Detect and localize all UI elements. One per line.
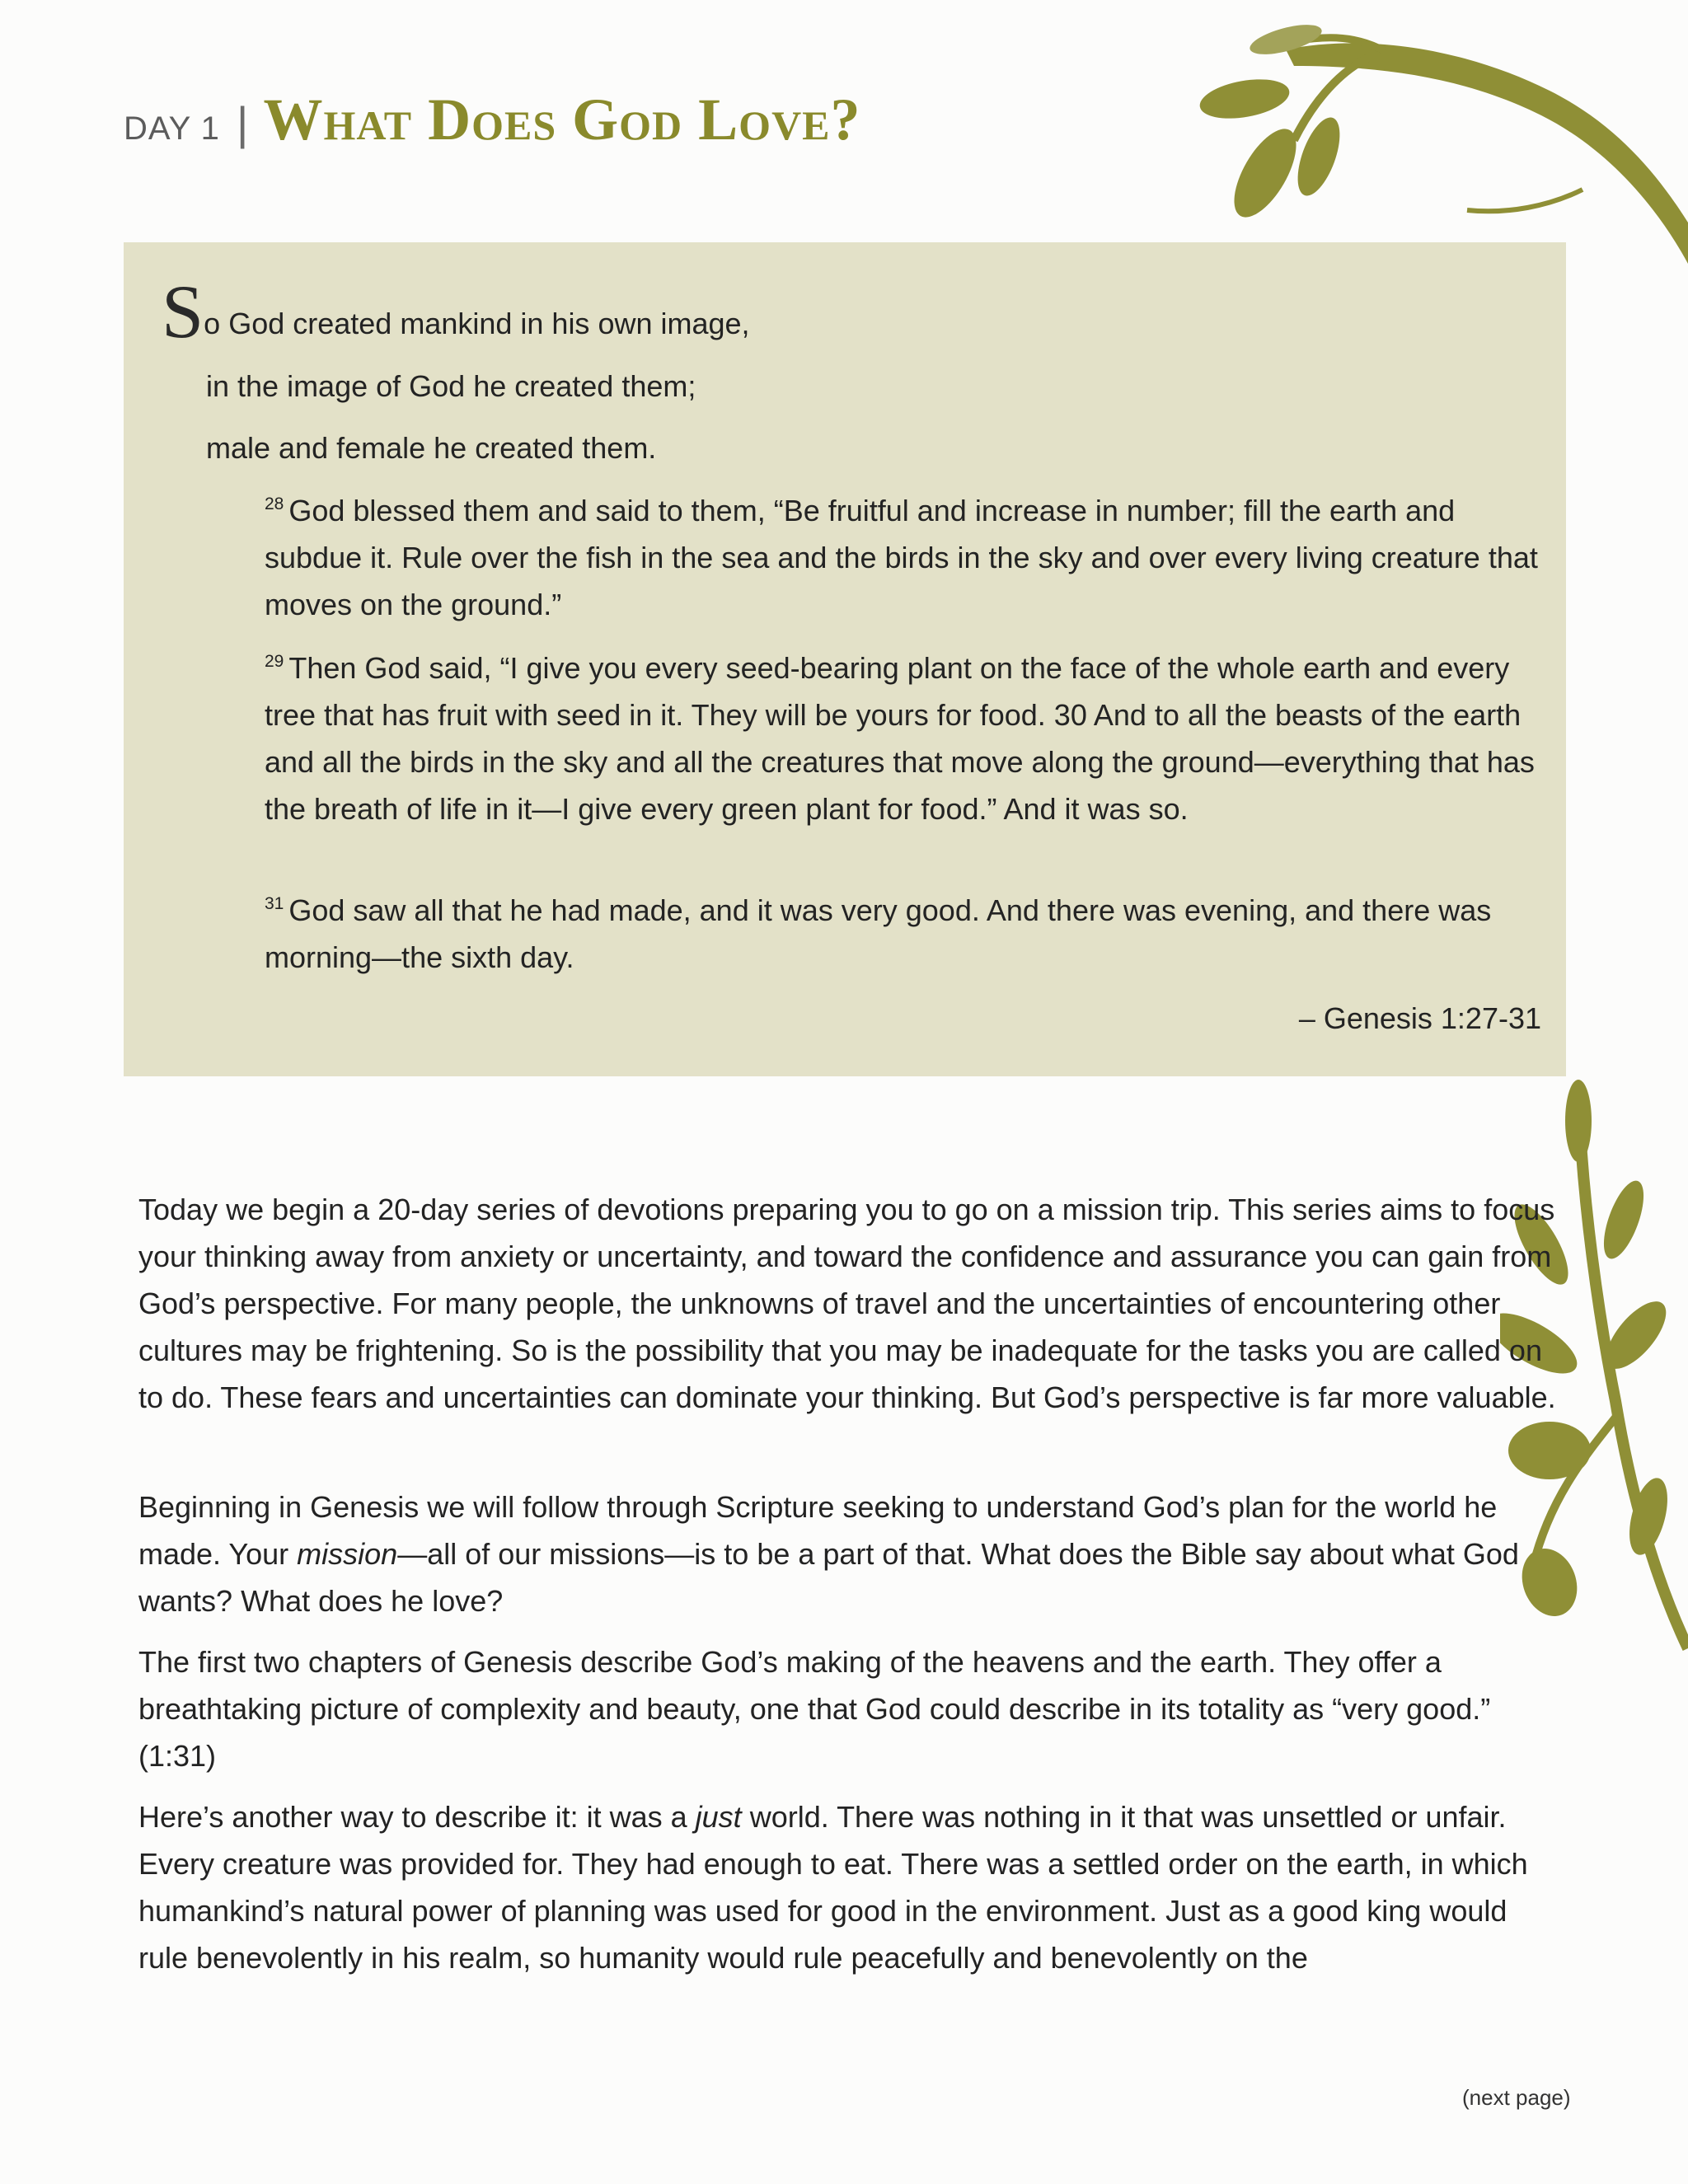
verse-number: 29 <box>265 652 284 671</box>
drop-cap: S <box>162 269 204 354</box>
verse-number: 31 <box>265 894 284 913</box>
poem-line-3: male and female he created them. <box>206 431 657 465</box>
paragraph-text: world. There was nothing in it that was unsettled or unfair. Every creature was provided for. They had enough to eat. There was a settled order on the earth, in which humankind’s natural power of planning was used for good in the environment. Just as a good king would rule benevolently in his realm, so humanity would rule peacefully and benevolently on the <box>138 1800 1528 1975</box>
vine-branch-illustration <box>1121 0 1688 272</box>
verse-text: Then God said, “I give you every seed-bearing plant on the face of the whole earth and every tree that has fruit with seed in it. They will be yours for food. 30 And to all the beasts of the earth and all the birds in the sky and all the creatures that move along the ground—everything that has the breath of life in it—I give every green plant for food.” And it was so. <box>265 651 1535 826</box>
page-header <box>124 86 861 154</box>
header-separator: | <box>236 97 249 149</box>
body-paragraph-3: The first two chapters of Genesis describe God’s making of the heavens and the earth. They offer a breathtaking picture of complexity and beauty, one that God could describe in its totality as “very good.” (1:31) <box>138 1645 1491 1773</box>
emphasis-text: mission <box>297 1537 398 1571</box>
paragraph-text: Beginning in Genesis we will follow through Scripture seeking to understand God’s plan for the world he made. Your <box>138 1490 1498 1571</box>
verse-28 <box>265 487 1550 628</box>
body-paragraph-4 <box>138 1793 1556 1981</box>
verse-31 <box>265 887 1550 981</box>
poem-line-2: in the image of God he created them; <box>206 369 696 403</box>
page-title: What Does God Love? <box>263 87 861 152</box>
verse-text: God saw all that he had made, and it was very good. And there was evening, and there was morning—the sixth day. <box>265 893 1492 974</box>
scripture-reference: – Genesis 1:27-31 <box>1298 1001 1541 1035</box>
verse-number: 28 <box>265 494 284 513</box>
paragraph-text: Here’s another way to describe it: it was a <box>138 1800 696 1834</box>
body-paragraph-2 <box>138 1483 1556 1624</box>
verse-text: God blessed them and said to them, “Be fruitful and increase in number; fill the earth and subdue it. Rule over the fish in the sea and the birds in the sky and over every living creature that moves on the ground.” <box>265 494 1538 621</box>
paragraph-text: —all of our missions—is to be a part of that. What does the Bible say about what God wants? What does he love? <box>138 1537 1519 1618</box>
next-page-indicator: (next page) <box>1462 2085 1571 2110</box>
verse-29 <box>265 644 1550 832</box>
scripture-box <box>124 242 1566 1076</box>
poem-line-1-text: o God created mankind in his own image, <box>204 307 750 340</box>
poem-line-1 <box>162 269 750 354</box>
day-label: DAY 1 <box>124 110 220 147</box>
emphasis-text: just <box>695 1800 742 1834</box>
body-paragraph-1: Today we begin a 20-day series of devotions preparing you to go on a mission trip. This series aims to focus your thinking away from anxiety or uncertainty, and toward the confidence and assurance you can gain from God’s perspective. For many people, the unknowns of travel and the uncertainties of encountering other cultures may be frightening. So is the possibility that you may be inadequate for the tasks you are called on to do. These fears and uncertainties can dominate your thinking. But God’s perspective is far more valuable. <box>138 1193 1556 1414</box>
